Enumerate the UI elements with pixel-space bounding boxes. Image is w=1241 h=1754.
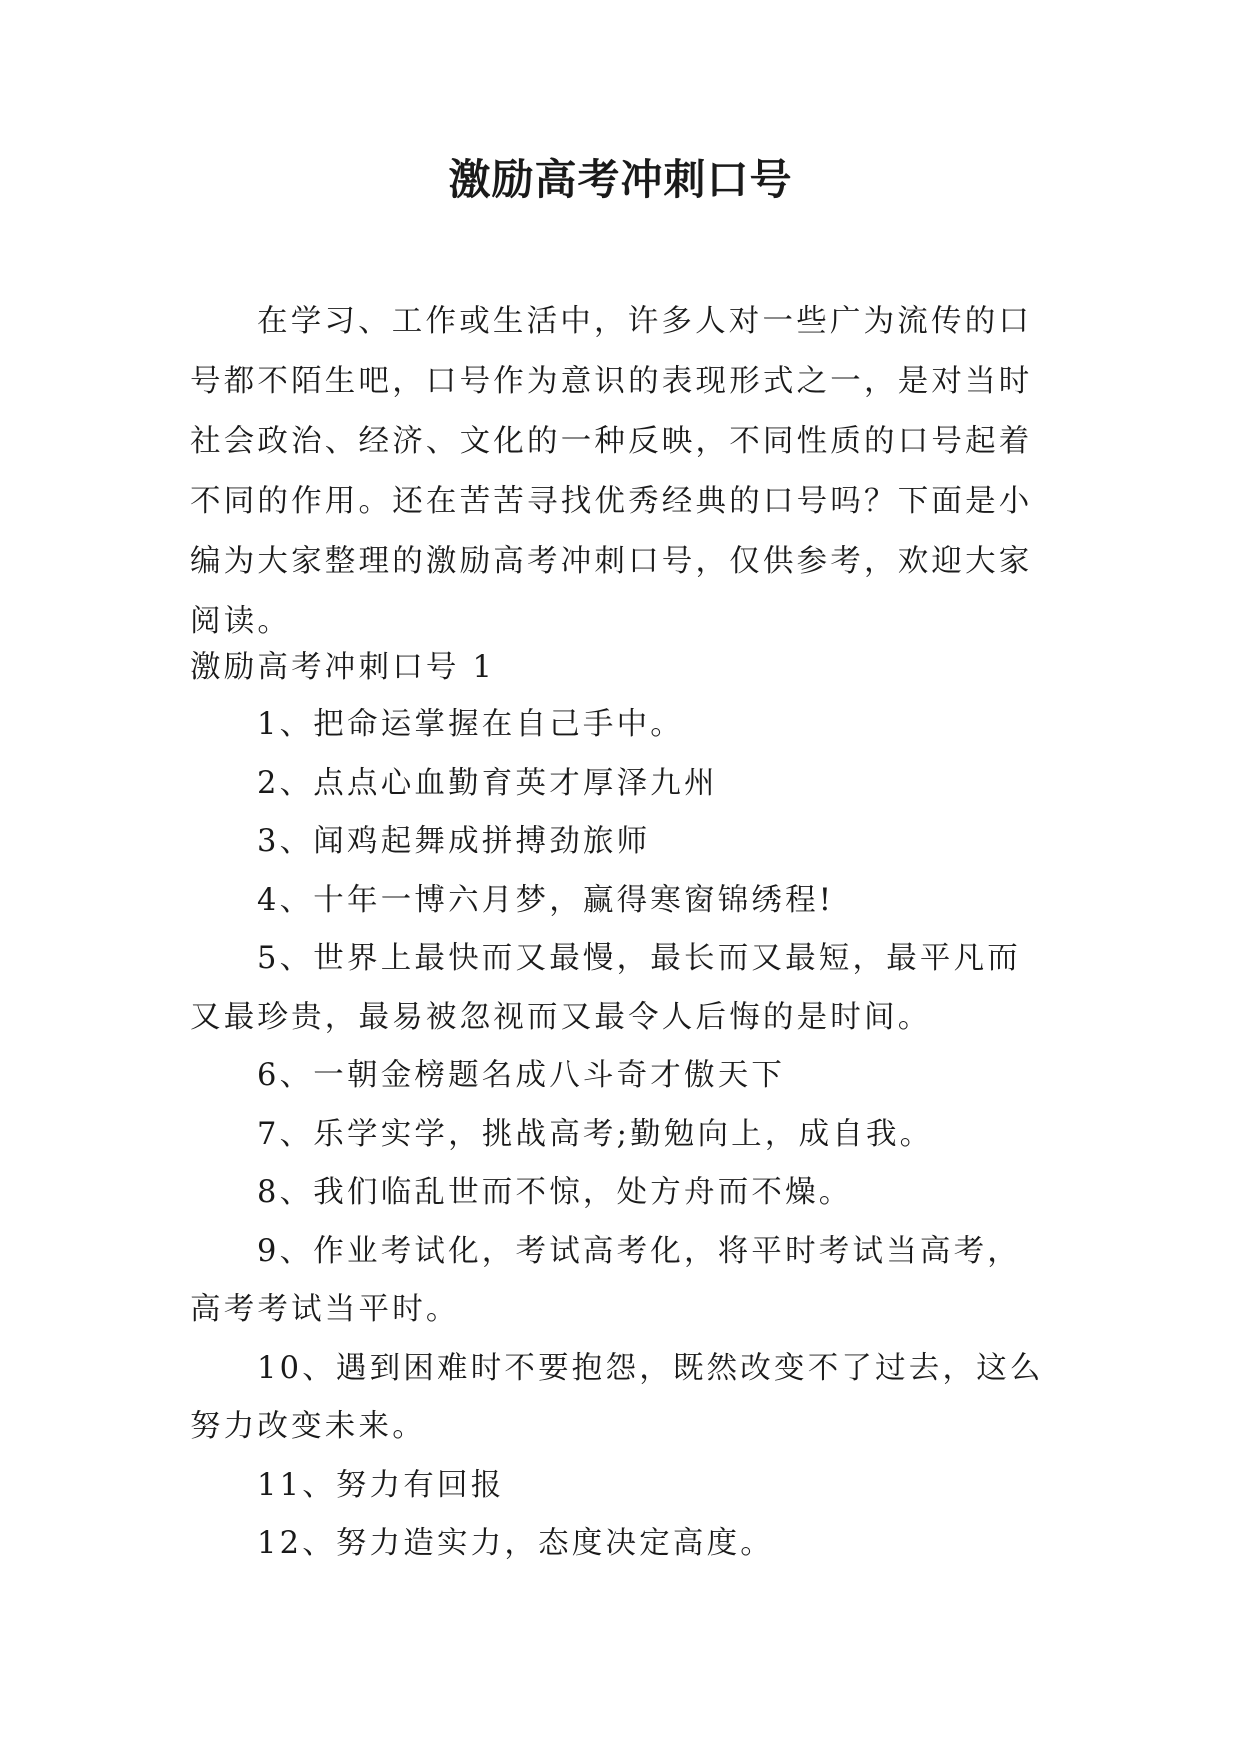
slogan-item: 12、努力造实力，态度决定高度。 <box>257 1526 775 1561</box>
slogan-item: 5、世界上最快而又最慢，最长而又最短，最平凡而又最珍贵，最易被忽视而又最令人后悔的是时间。 <box>190 941 1022 1035</box>
slogan-item: 2、点点心血勤育英才厚泽九州 <box>257 765 718 801</box>
slogan-item: 3、闻鸡起舞成拼搏劲旅师 <box>257 824 651 859</box>
slogan-item: 11、努力有回报 <box>257 1467 505 1503</box>
section-heading: 激励高考冲刺口号 1 <box>190 650 496 685</box>
slogan-item: 6、一朝金榜题名成八斗奇才傲天下 <box>257 1058 786 1093</box>
slogan-item: 10、遇到困难时不要抱怨，既然改变不了过去，这么努力改变未来。 <box>190 1350 1044 1444</box>
slogan-item: 7、乐学实学，挑战高考;勤勉向上，成自我。 <box>257 1116 934 1152</box>
slogan-item: 4、十年一博六月梦，赢得寒窗锦绣程! <box>257 882 835 918</box>
slogan-item: 9、作业考试化，考试高考化，将平时考试当高考，高考考试当平时。 <box>190 1233 1022 1327</box>
slogan-item: 1、把命运掌握在自己手中。 <box>257 707 685 742</box>
slogan-list <box>190 696 1050 1574</box>
document-title: 激励高考冲刺口号 <box>448 155 793 204</box>
slogan-item: 8、我们临乱世而不惊，处方舟而不燥。 <box>257 1175 853 1210</box>
intro-paragraph: 在学习、工作或生活中，许多人对一些广为流传的口号都不陌生吧，口号作为意识的表现形式之一，是对当时社会政治、经济、文化的一种反映，不同性质的口号起着不同的作用。还在苦苦寻找优秀经典的口号吗？下面是小编为大家整理的激励高考冲刺口号，仅供参考，欢迎大家阅读。 <box>190 304 1033 639</box>
